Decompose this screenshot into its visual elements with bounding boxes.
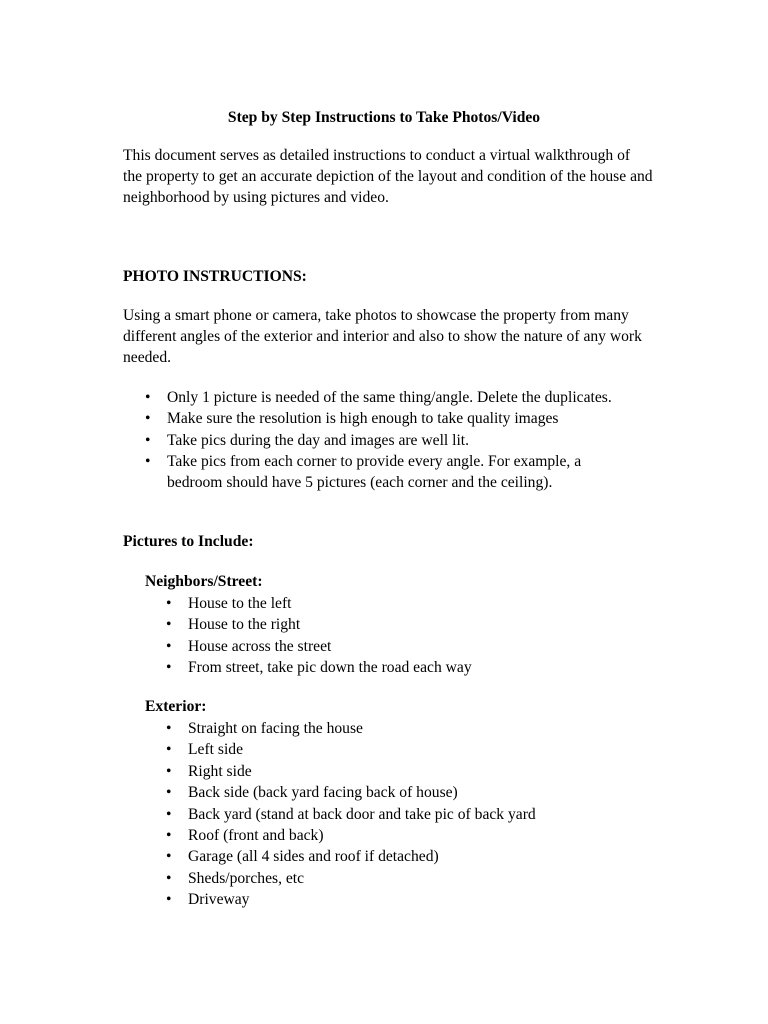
guidelines-list <box>145 388 630 494</box>
list-item: • House to the left <box>166 594 686 615</box>
document-title: Step by Step Instructions to Take Photos/Video <box>227 109 541 126</box>
list-item: • House to the right <box>166 615 686 636</box>
list-item: • Left side <box>166 740 706 761</box>
photo-instructions-paragraph: Using a smart phone or camera, take photos to showcase the property from many different angles of the exterior and interior and also to show the nature of any work needed. <box>123 307 642 366</box>
list-item: • Take pics from each corner to provide every angle. For example, a bedroom should have 5 pictures (each corner and the ceiling). <box>145 452 630 494</box>
exterior-list <box>166 719 706 912</box>
list-item: • Straight on facing the house <box>166 719 706 740</box>
list-item: • Only 1 picture is needed of the same thing/angle. Delete the duplicates. <box>145 388 630 409</box>
neighbors-list <box>166 594 686 680</box>
list-item: • Make sure the resolution is high enough to take quality images <box>145 409 630 430</box>
photo-instructions-heading: PHOTO INSTRUCTIONS: <box>123 268 307 285</box>
list-item: • Back yard (stand at back door and take pic of back yard <box>166 805 706 826</box>
pictures-to-include-heading: Pictures to Include: <box>123 533 254 550</box>
list-item: • Right side <box>166 762 706 783</box>
neighbors-street-heading: Neighbors/Street: <box>145 573 263 590</box>
list-item: • Garage (all 4 sides and roof if detached) <box>166 847 706 868</box>
list-item: • Take pics during the day and images are well lit. <box>145 431 630 452</box>
list-item: • Roof (front and back) <box>166 826 706 847</box>
exterior-heading: Exterior: <box>145 698 207 715</box>
list-item: • From street, take pic down the road each way <box>166 658 686 679</box>
list-item: • Driveway <box>166 890 706 911</box>
list-item: • Sheds/porches, etc <box>166 869 706 890</box>
list-item: • Back side (back yard facing back of house) <box>166 783 706 804</box>
list-item: • House across the street <box>166 637 686 658</box>
intro-paragraph: This document serves as detailed instructions to conduct a virtual walkthrough of the property to get an accurate depiction of the layout and condition of the house and neighborhood by using pictures and video. <box>123 147 653 206</box>
